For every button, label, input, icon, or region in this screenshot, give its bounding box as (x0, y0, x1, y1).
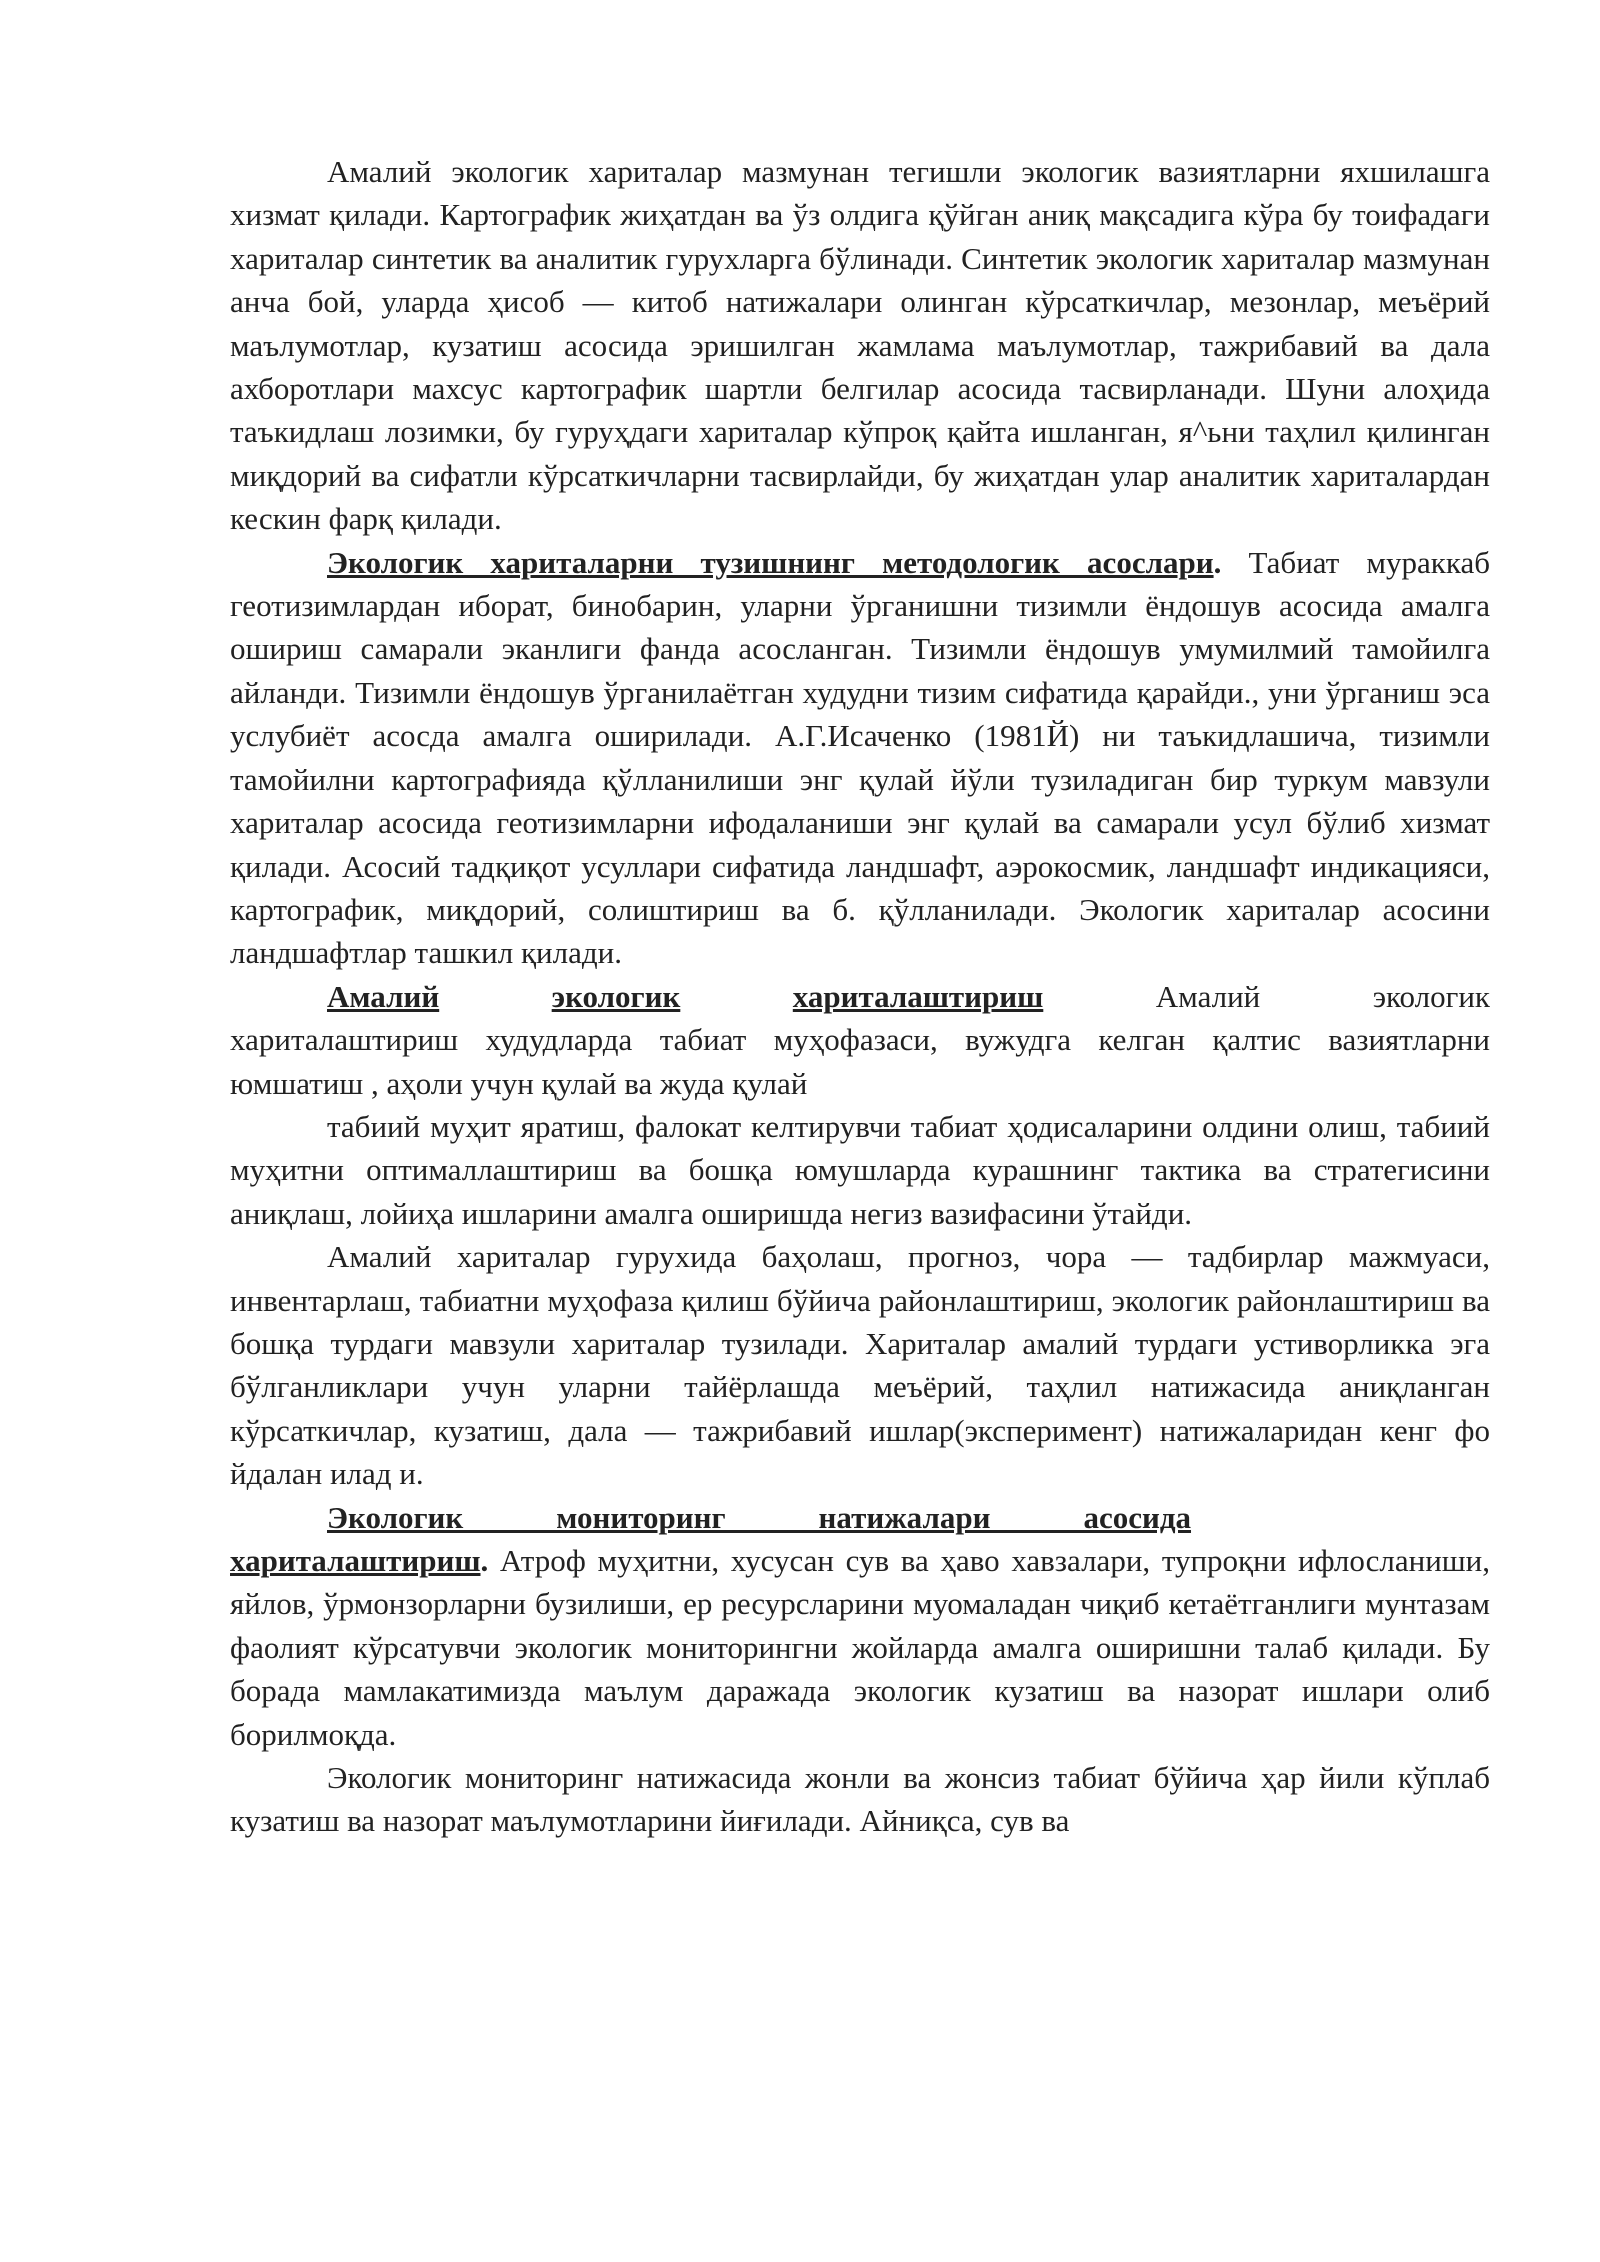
paragraph-methodology (230, 541, 1490, 975)
section-heading-monitoring: Экологик______мониторинг______натижалари______асосида (327, 1499, 1192, 1535)
section-heading-monitoring-end: хариталаштириш (230, 1543, 481, 1578)
paragraph-applied-maps-group (230, 1235, 1490, 1495)
paragraph-text: Амалий экологик хариталар мазмунан тегишли экологик вазиятларни яхшилашга хизмат қилади. Картографик жиҳатдан ва ўз олдига қўйган аниқ мақсадига кўра бу тоифадаги хариталар синтетик ва аналитик гурухларга бўлинади. Синтетик экологик хариталар мазмунан анча бой, уларда ҳисоб — китоб натижалари олинган кўрсаткичлар, мезонлар, меъёрий маълумотлар, кузатиш асосида эришилган жамлама маълумотлар, тажрибавий ва дала ахборотлари махсус картографик шартли белгилар асосида тасвирланади. Шуни алоҳида таъкидлаш лозимки, бу гуруҳдаги хариталар кўпроқ қайта ишланган, я^ьни таҳлил қилинган миқдорий ва сифатли кўрсаткичларни тасвирлайди, бу жиҳатдан улар аналитик хариталардан кескин фарқ қилади. (230, 154, 1490, 537)
paragraph-applied-mapping (230, 1018, 1490, 1105)
paragraph-text: Табиат мураккаб геотизимлардан иборат, бинобарин, уларни ўрганишни тизимли ёндошув асосида амалга ошириш самарали эканлиги фанда асосланган. Тизимли ёндошув умумилмий тамойилга айланди. Тизимли ёндошув ўрганилаётган худудни тизим сифатида қарайди., уни ўрганиш эса услубиёт асосда амалга оширилади. А.Г.Исаченко (1981Й) ни таъкидлашича, тизимли тамойилни картографияда қўлланилиши энг қулай йўли тузиладиган бир туркум мавзули хариталар асосида геотизимларни ифодаланиши энг қулай ва самарали усул бўлиб хизмат қилади. Асосий тадқиқот усуллари сифатида ландшафт, аэрокосмик, ландшафт индикацияси, картографик, миқдорий, солиштириш ва б. қўлланилади. Экологик хариталар асосини ландшафтлар ташкил қилади. (230, 544, 1490, 971)
paragraph-practical-maps (230, 150, 1490, 541)
paragraph-text: хариталаштириш худудларда табиат муҳофазаси, вужудга келган қалтис вазиятларни юмшатиш , аҳоли учун қулай ва жуда қулай (230, 1022, 1490, 1101)
paragraph-text: табиий муҳит яратиш, фалокат келтирувчи табиат ҳодисаларини олдини олиш, табиий муҳитни оптималлаштириш ва бошқа юмушларда курашнинг тактика ва стратегисини аниқлаш, лойиҳа ишларини амалга оширишда негиз вазифасини ўтайди. (230, 1108, 1490, 1231)
heading-punctuation: . (480, 1543, 489, 1578)
section-heading-methodology: Экологик хариталарни тузишнинг методологик асослари (327, 544, 1214, 580)
section-heading-applied-mapping-line (230, 975, 1490, 1018)
paragraph-monitoring-mapping (230, 1539, 1490, 1756)
paragraph-text: Атроф муҳитни, хусусан сув ва ҳаво хавзалари, тупроқни ифлосланиши, яйлов, ўрмонзорларни бузилиши, ер ресурсларини муомаладан чиқиб кетаётганлиги мунтазам фаолият кўрсатувчи экологик мониторингни жойларда амалга оширишни талаб қилади. Бу борада мамлакатимизда маълум даражада экологик кузатиш ва назорат ишлари олиб борилмоқда. (230, 1543, 1490, 1752)
paragraph-monitoring-results (230, 1756, 1490, 1843)
section-heading-word: Амалий (327, 978, 440, 1014)
paragraph-word: Амалий (1155, 978, 1261, 1014)
section-heading-word: экологик (551, 978, 681, 1014)
section-heading-monitoring-line1 (230, 1496, 1490, 1539)
paragraph-natural-environment (230, 1105, 1490, 1235)
section-heading-word: хариталаштириш (792, 978, 1044, 1014)
heading-punctuation: . (1213, 544, 1222, 580)
paragraph-word: экологик (1372, 978, 1490, 1014)
paragraph-text: Экологик мониторинг натижасида жонли ва жонсиз табиат бўйича ҳар йили кўплаб кузатиш ва назорат маълумотларини йиғилади. Айниқса, сув ва (230, 1760, 1490, 1839)
document-body (230, 150, 1490, 1843)
paragraph-text: Амалий хариталар гурухида баҳолаш, прогноз, чора — тадбирлар мажмуаси, инвентарлаш, табиатни муҳофаза қилиш бўйича районлаштириш, экологик районлаштириш ва бошқа турдаги мавзули хариталар тузилади. Хариталар амалий турдаги устиворликка эга бўлганликлари учун уларни тайёрлашда меъёрий, таҳлил натижасида аниқланган кўрсаткичлар, кузатиш, дала — тажрибавий ишлар(эксперимент) натижаларидан кенг фо йдалан илад и. (230, 1239, 1490, 1492)
